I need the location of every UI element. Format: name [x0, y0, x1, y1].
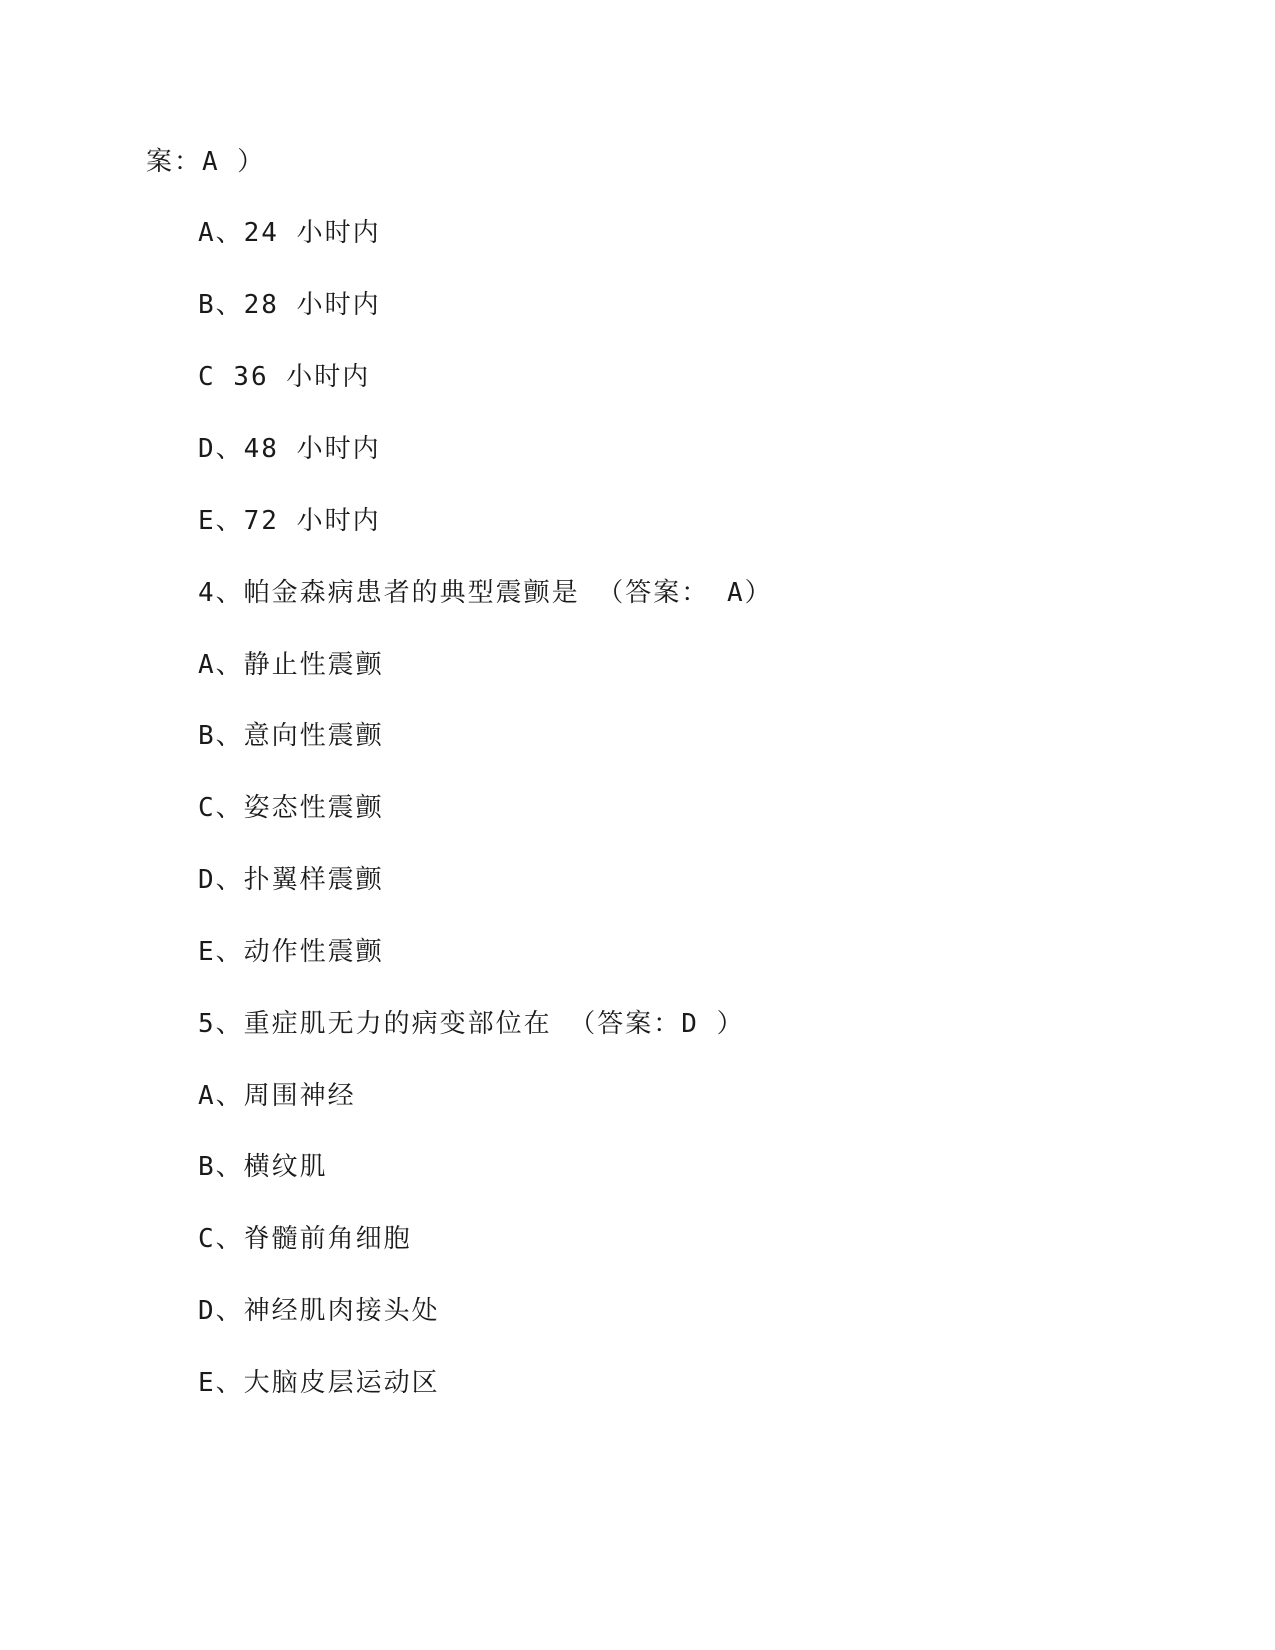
q5-option-a: A、周围神经: [198, 1081, 356, 1111]
q4-option-a: A、静止性震颤: [198, 650, 384, 680]
question-5: 5、重症肌无力的病变部位在 （答案：D ）: [198, 1009, 745, 1039]
q4-option-e: E、动作性震颤: [198, 937, 384, 967]
q4-option-c: C、姿态性震颤: [198, 793, 384, 823]
q3-option-c: C 36 小时内: [198, 362, 371, 392]
q3-option-a: A、24 小时内: [198, 218, 381, 248]
q5-option-b: B、横纹肌: [198, 1152, 328, 1182]
q4-option-d: D、扑翼样震颤: [198, 865, 384, 895]
q3-option-b: B、28 小时内: [198, 290, 381, 320]
q5-option-d: D、神经肌肉接头处: [198, 1296, 440, 1326]
q3-option-e: E、72 小时内: [198, 506, 381, 536]
q3-option-d: D、48 小时内: [198, 434, 381, 464]
question-4: 4、帕金森病患者的典型震颤是 （答案： A）: [198, 578, 773, 608]
q5-option-c: C、脊髓前角细胞: [198, 1224, 412, 1254]
q5-option-e: E、大脑皮层运动区: [198, 1368, 440, 1398]
q4-option-b: B、意向性震颤: [198, 721, 384, 751]
answer-continuation: 案：A ）: [146, 147, 266, 177]
